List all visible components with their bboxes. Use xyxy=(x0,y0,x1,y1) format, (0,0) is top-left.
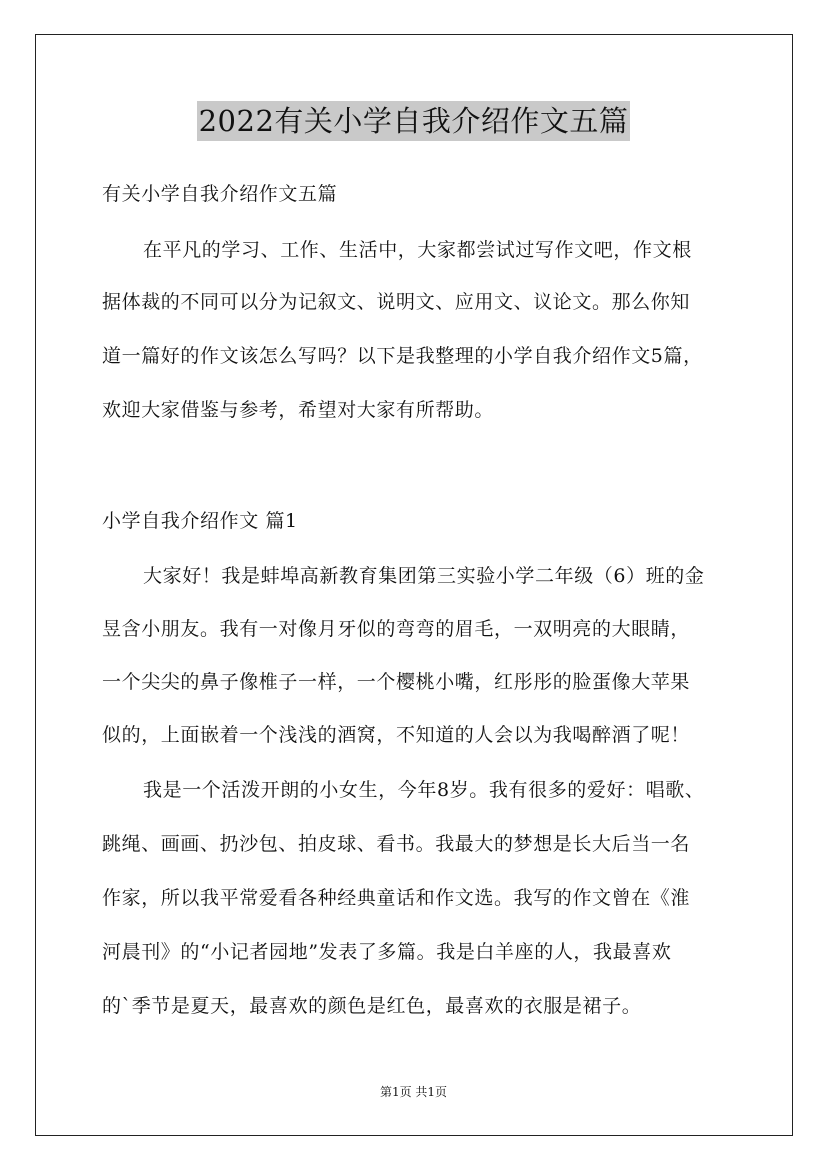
document-title: 2022有关小学自我介绍作文五篇 xyxy=(197,101,631,141)
paragraph-line: 似的，上面嵌着一个浅浅的酒窝，不知道的人会以为我喝醉酒了呢！ xyxy=(102,724,691,746)
intro-line: 道一篇好的作文该怎么写吗？以下是我整理的小学自我介绍作文5篇， xyxy=(102,345,703,367)
paragraph-line: 河晨刊》的“小记者园地”发表了多篇。我是白羊座的人，我最喜欢 xyxy=(102,941,672,963)
paragraph-line: 昱含小朋友。我有一对像月牙似的弯弯的眉毛，一双明亮的大眼睛， xyxy=(102,618,691,640)
paragraph-line: 我是一个活泼开朗的小女生，今年8岁。我有很多的爱好：唱歌、 xyxy=(143,779,705,801)
paragraph-line: 大家好！我是蚌埠高新教育集团第三实验小学二年级（6）班的金 xyxy=(143,565,705,587)
paragraph-line: 一个尖尖的鼻子像椎子一样，一个樱桃小嘴，红彤彤的脸蛋像大苹果 xyxy=(102,671,691,693)
paragraph-line: 作家，所以我平常爱看各种经典童话和作文选。我写的作文曾在《淮 xyxy=(102,887,691,909)
paragraph-line: 跳绳、画画、扔沙包、拍皮球、看书。我最大的梦想是长大后当一名 xyxy=(102,833,691,855)
title-container xyxy=(0,101,827,141)
intro-line: 在平凡的学习、工作、生活中，大家都尝试过写作文吧，作文根 xyxy=(143,239,692,261)
section-heading: 小学自我介绍作文 篇1 xyxy=(102,510,298,532)
document-subtitle: 有关小学自我介绍作文五篇 xyxy=(102,183,338,205)
intro-line: 据体裁的不同可以分为记叙文、说明文、应用文、议论文。那么你知 xyxy=(102,291,691,313)
page-number: 第1页 共1页 xyxy=(379,1085,448,1099)
paragraph-line: 的`季节是夏天，最喜欢的颜色是红色，最喜欢的衣服是裙子。 xyxy=(102,995,642,1017)
intro-line: 欢迎大家借鉴与参考，希望对大家有所帮助。 xyxy=(102,399,495,421)
